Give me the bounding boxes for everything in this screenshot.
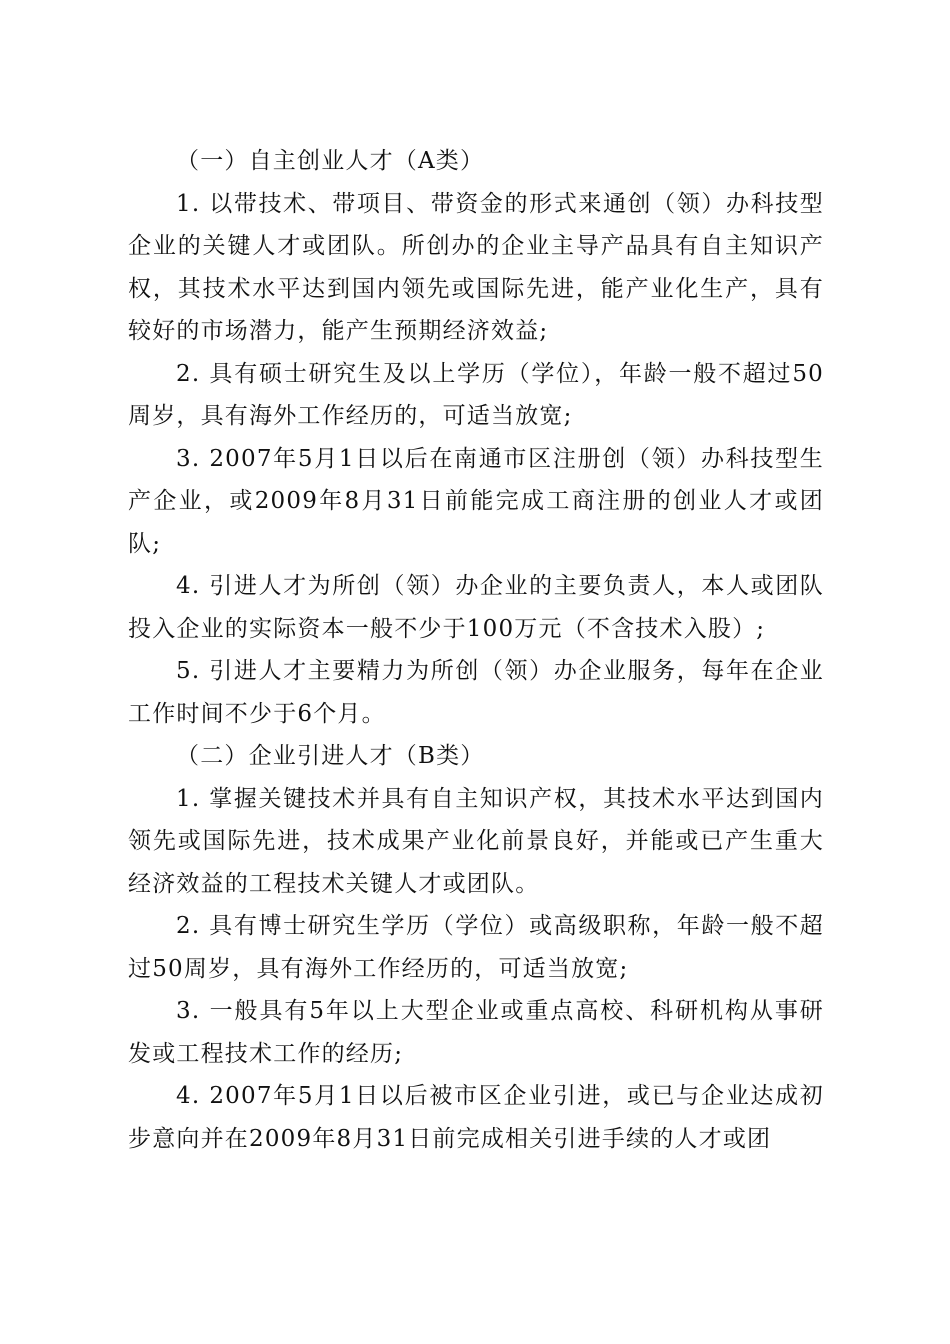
section-a-item-4: 4. 引进人才为所创（领）办企业的主要负责人，本人或团队投入企业的实际资本一般不少于100万元（不含技术入股）; <box>128 573 824 642</box>
document-page <box>128 140 824 1160</box>
section-a-heading: （一）自主创业人才（A类） <box>176 148 485 174</box>
section-a-item-5: 5. 引进人才主要精力为所创（领）办企业服务，每年在企业工作时间不少于6个月。 <box>128 658 824 727</box>
section-b-item-1: 1. 掌握关键技术并具有自主知识产权，其技术水平达到国内领先或国际先进，技术成果产业化前景良好，并能或已产生重大经济效益的工程技术关键人才或团队。 <box>128 785 824 897</box>
section-b-heading: （二）企业引进人才（B类） <box>176 743 485 769</box>
section-a-item-3: 3. 2007年5月1日以后在南通市区注册创（领）办科技型生产企业，或2009年8月31日前能完成工商注册的创业人才或团队; <box>128 445 824 557</box>
section-a-item-1: 1. 以带技术、带项目、带资金的形式来通创（领）办科技型企业的关键人才或团队。所创办的企业主导产品具有自主知识产权，其技术水平达到国内领先或国际先进，能产业化生产，具有较好的市场潜力，能产生预期经济效益; <box>128 190 824 344</box>
section-b-item-3: 3. 一般具有5年以上大型企业或重点高校、科研机构从事研发或工程技术工作的经历; <box>128 998 824 1067</box>
section-b-item-2: 2. 具有博士研究生学历（学位）或高级职称，年龄一般不超过50周岁，具有海外工作经历的，可适当放宽; <box>128 913 824 982</box>
section-b-item-4: 4. 2007年5月1日以后被市区企业引进，或已与企业达成初步意向并在2009年8月31日前完成相关引进手续的人才或团 <box>128 1083 824 1152</box>
section-a-item-2: 2. 具有硕士研究生及以上学历（学位），年龄一般不超过50周岁，具有海外工作经历的，可适当放宽; <box>128 360 824 429</box>
